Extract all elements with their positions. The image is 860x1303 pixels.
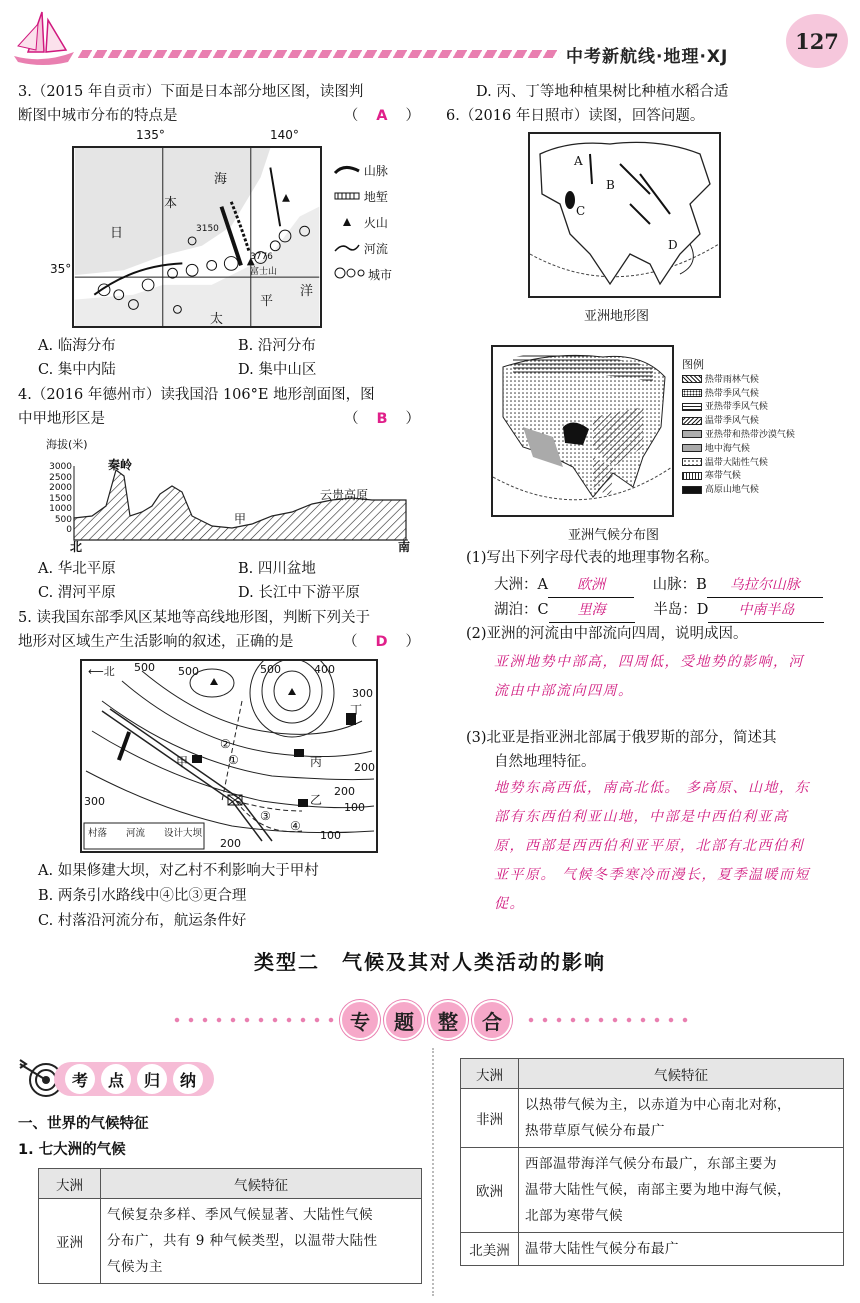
legend-swatch-icon	[682, 403, 702, 411]
q6-terrain-drawing	[530, 134, 719, 296]
q4-stem	[18, 383, 420, 431]
volcano-icon	[334, 217, 360, 227]
q3-label-ri: 日	[110, 226, 124, 241]
section-title: 类型二 气候及其对人类活动的影响	[254, 950, 606, 974]
banner-char-2: 题	[384, 1000, 424, 1040]
kaodian-char-3: 归	[137, 1064, 167, 1094]
q5-village-jia: 甲	[176, 755, 189, 769]
q5-c-500a: 500	[134, 661, 155, 674]
q6-answer2: 亚洲地势中部高，四周低，受地势的影响，河 流由中部流向四周。	[494, 654, 804, 699]
heading-seven-continents: 1. 七大洲的气候	[18, 1142, 126, 1158]
legend-swatch-icon	[682, 430, 702, 438]
q5-c-500c: 500	[260, 663, 281, 676]
legend-swatch-icon	[682, 375, 702, 383]
q5-answer-paren: （ D ）	[342, 634, 420, 650]
q6-fill-d[interactable]: 中南半岛	[708, 598, 824, 623]
q4-option-c: C. 渭河平原	[38, 585, 116, 601]
table-row	[461, 1148, 844, 1233]
q5-option-c: C. 村落沿河流分布，航运条件好	[38, 913, 247, 929]
q4-x-north: 北	[70, 540, 83, 554]
q6-legend-item-4: 温带季风气候	[682, 415, 812, 429]
q3-peak-fuji: 富士山	[250, 267, 278, 277]
q5-c-400: 400	[314, 663, 335, 676]
climate-cell: 以热带气候为主，以赤道为中心南北对称， 热带草原气候分布最广	[519, 1089, 844, 1148]
q6-fill-b[interactable]: 乌拉尔山脉	[707, 573, 823, 598]
q5-stem	[18, 606, 420, 654]
kaodian-pill	[54, 1062, 214, 1096]
q4-y-title: 海拔(米)	[46, 438, 88, 451]
q5-village-yi: 乙	[310, 793, 323, 807]
q3-stem-line1: 3.（2015 年自贡市）下面是日本部分地区图，读图判	[18, 84, 364, 100]
climate-table-right	[460, 1058, 844, 1266]
q5-option-d: D. 丙、丁等地种植果树比种植水稻合适	[476, 84, 729, 100]
q5-legend-village: 村落	[88, 828, 108, 839]
q3-answer: A	[376, 108, 388, 124]
q6-legend-item-2: 热带季风气候	[682, 388, 812, 402]
banner-char-4: 合	[472, 1000, 512, 1040]
q5-contour-map	[80, 659, 378, 853]
q6-fill-a[interactable]: 欧洲	[548, 573, 634, 598]
q4-y-ticks: 3000 2500 2000 1500 1000 500 0	[49, 462, 72, 535]
q3-option-b: B. 沿河分布	[238, 338, 316, 354]
q3-label-ben: 本	[164, 196, 178, 211]
q6-legend-item-3: 亚热带季风气候	[682, 401, 812, 415]
kaodian-badge	[18, 1058, 214, 1100]
q3-lat-35: 35°	[50, 262, 72, 276]
kaodian-char-2: 点	[101, 1064, 131, 1094]
banner-dots-right	[524, 1017, 690, 1023]
q5-option-a: A. 如果修建大坝，对乙村不利影响大于甲村	[38, 863, 319, 879]
continent-cell: 欧洲	[461, 1148, 519, 1233]
continent-cell: 亚洲	[39, 1199, 101, 1284]
q6-asia-terrain-map	[528, 132, 721, 298]
legend-swatch-icon	[682, 472, 702, 480]
q5-route-4: ④	[290, 819, 301, 833]
q6-legend-item-7: 温带大陆性气候	[682, 457, 812, 471]
table-row	[461, 1089, 844, 1148]
topic-banner	[340, 1000, 512, 1040]
q4-stem-line2: 中甲地形区是 （ B ）	[18, 407, 420, 431]
climate-cell: 温带大陆性气候分布最广	[519, 1233, 844, 1266]
q3-answer-paren: （ A ）	[343, 108, 420, 124]
q4-answer: B	[376, 411, 388, 427]
col-climate: 气候特征	[101, 1169, 422, 1199]
q5-village-bing: 丙	[310, 755, 323, 769]
q3-lon-140: 140°	[270, 128, 299, 142]
city-circles-icon	[334, 267, 368, 279]
q3-legend-graben: 地堑	[334, 184, 418, 210]
legend-swatch-icon	[682, 417, 702, 425]
q6-sub1: (1)写出下列字母代表的地理事物名称。	[466, 550, 719, 566]
legend-swatch-icon	[682, 458, 702, 466]
col-continent: 大洲	[461, 1059, 519, 1089]
page-number-badge	[786, 14, 848, 68]
q3-legend-city: 城市	[334, 262, 418, 288]
legend-swatch-icon	[682, 444, 702, 452]
q3-option-c: C. 集中内陆	[38, 362, 116, 378]
q3-stem-line2-text: 断图中城市分布的特点是	[18, 108, 178, 124]
q4-label-yungui: 云贵高原	[320, 488, 369, 502]
q6-legend-item-5: 亚热带和热带沙漠气候	[682, 429, 812, 443]
q4-label-qinling: 秦岭	[108, 458, 133, 472]
q5-option-b: B. 两条引水路线中④比③更合理	[38, 888, 247, 904]
legend-swatch-icon	[682, 486, 702, 494]
q5-legend-river: 河流	[125, 828, 145, 839]
q4-option-b: B. 四川盆地	[238, 561, 316, 577]
q5-route-3: ③	[260, 809, 271, 823]
q4-answer-paren: （ B ）	[343, 411, 420, 427]
q5-c-200c: 200	[220, 837, 241, 850]
river-icon	[334, 243, 360, 253]
climate-cell: 气候复杂多样、季风气候显著、大陆性气候 分布广，共有 9 种气候类型，以温带大陆性 气候为主	[101, 1199, 422, 1284]
table-row	[39, 1199, 422, 1284]
q6-legend-title: 图例	[682, 358, 704, 371]
q3-label-sea: 海	[214, 172, 228, 187]
heading-world-climate: 一、世界的气候特征	[18, 1116, 149, 1132]
q6-legend-item-6: 地中海气候	[682, 443, 812, 457]
q4-option-d: D. 长江中下游平原	[238, 585, 360, 601]
q6-letter-a: A	[574, 154, 583, 168]
q3-legend-mountain: 山脉	[334, 158, 418, 184]
q5-c-500b: 500	[178, 665, 199, 678]
q3-label-ping: 平	[260, 294, 274, 309]
q6-answer3: 地势东高西低，南高北低。 多高原、山地，东 部有东西伯利亚山地，中部是中西伯利亚高 原，西部是西西伯利亚平原，北部有北西伯利 亚平原。 气候冬季寒冷而漫长，夏季温暖而短 促。	[494, 780, 810, 912]
q3-option-a: A. 临海分布	[38, 338, 116, 354]
q4-profile-figure	[40, 434, 420, 554]
col-climate: 气候特征	[519, 1059, 844, 1089]
banner-dots-left	[170, 1017, 336, 1023]
q4-label-jia: 甲	[234, 512, 247, 526]
q6-sub3: (3)北亚是指亚洲北部属于俄罗斯的部分，简述其 自然地理特征。	[466, 730, 777, 770]
sailboat-logo-icon	[8, 6, 78, 68]
climate-table-left	[38, 1168, 422, 1284]
q6-letter-b: B	[606, 178, 615, 192]
q5-legend	[88, 825, 202, 839]
q6-map2-caption: 亚洲气候分布图	[568, 528, 660, 543]
q4-x-south: 南	[398, 540, 411, 554]
q5-north-arrow: ⟵北	[88, 665, 115, 678]
continent-cell: 非洲	[461, 1089, 519, 1148]
page-number: 127	[795, 28, 839, 54]
q5-route-2: ②	[220, 737, 231, 751]
q6-fill-row1: 大洲：A 欧洲 山脉：B 乌拉尔山脉	[494, 573, 834, 598]
header-dash-decoration	[78, 50, 563, 58]
q6-fill-row2: 湖泊：C 里海 半岛：D 中南半岛	[494, 598, 834, 623]
q5-c-100a: 100	[344, 801, 365, 814]
q5-route-1: ①	[228, 753, 239, 767]
q6-map1-caption: 亚洲地形图	[584, 309, 650, 324]
book-title: 中考新航线·地理·XJ	[566, 47, 729, 67]
q6-letter-c: C	[576, 204, 586, 218]
q3-legend-volcano: 火山	[334, 210, 418, 236]
q5-c-100b: 100	[320, 829, 341, 842]
q5-stem-line1: 5. 读我国东部季风区某地等高线地形图，判断下列关于	[18, 610, 370, 626]
q5-stem-line2: 地形对区域生产生活影响的叙述，正确的是 （ D ）	[18, 630, 420, 654]
q3-legend-river: 河流	[334, 236, 418, 262]
page-header	[0, 0, 860, 78]
q6-legend-item-8: 寒带气候	[682, 470, 812, 484]
legend-swatch-icon	[682, 389, 702, 397]
q5-legend-dam: 设计大坝	[163, 828, 202, 839]
q3-map-legend	[334, 158, 418, 288]
climate-cell: 西部温带海洋气候分布最广，东部主要为 温带大陆性气候，南部主要为地中海气候， 北部为寒带气候	[519, 1148, 844, 1233]
q6-climate-drawing	[493, 347, 672, 515]
q6-asia-climate-map	[491, 345, 674, 517]
north-arrow-icon: ⟵	[88, 665, 104, 678]
q6-stem: 6.（2016 年日照市）读图，回答问题。	[446, 108, 705, 124]
q4-option-a: A. 华北平原	[38, 561, 116, 577]
q3-map-figure	[50, 128, 417, 328]
kaodian-char-4: 纳	[173, 1064, 203, 1094]
q4-stem-line1: 4.（2016 年德州市）读我国沿 106°E 地形剖面图，图	[18, 387, 375, 403]
q3-label-yang: 洋	[300, 284, 314, 299]
q3-stem	[18, 80, 420, 128]
q5-c-300b: 300	[84, 795, 105, 808]
q5-c-300a: 300	[352, 687, 373, 700]
q6-climate-legend	[682, 358, 812, 498]
q6-legend-item-9: 高原山地气候	[682, 484, 812, 498]
table-header-row	[461, 1059, 844, 1089]
q6-letter-d: D	[668, 238, 678, 252]
mountain-range-icon	[334, 165, 360, 175]
q3-lon-135: 135°	[136, 128, 165, 142]
q3-peak-3150: 3150	[196, 224, 219, 234]
q5-c-200b: 200	[334, 785, 355, 798]
q3-label-tai: 太	[210, 312, 224, 327]
continent-cell: 北美洲	[461, 1233, 519, 1266]
kaodian-char-1: 考	[65, 1064, 95, 1094]
q3-option-d: D. 集中山区	[238, 362, 317, 378]
table-row	[461, 1233, 844, 1266]
q6-sub2: (2)亚洲的河流由中部流向四周，说明成因。	[466, 626, 748, 642]
col-continent: 大洲	[39, 1169, 101, 1199]
graben-icon	[334, 191, 360, 201]
column-divider	[432, 1048, 434, 1296]
q5-c-200a: 200	[354, 761, 375, 774]
q3-stem-line2	[18, 104, 420, 128]
table-header-row	[39, 1169, 422, 1199]
banner-char-1: 专	[340, 1000, 380, 1040]
q5-village-ding: 丁	[350, 703, 363, 717]
banner-char-3: 整	[428, 1000, 468, 1040]
q6-fill-c[interactable]: 里海	[549, 598, 635, 623]
q3-peak-3776: 3776	[250, 252, 273, 262]
q5-answer: D	[375, 634, 388, 650]
q6-legend-item-1: 热带雨林气候	[682, 374, 812, 388]
